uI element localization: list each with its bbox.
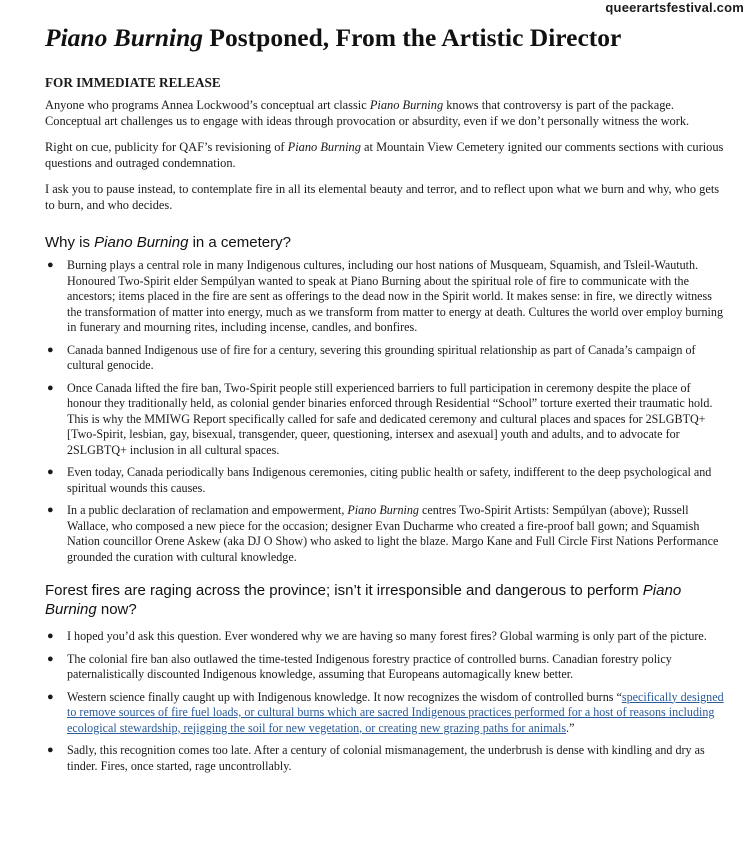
list-item-text: Once Canada lifted the fire ban, Two-Spirit people still experienced barriers to full participation in ceremony despite the place of honour they traditionally held, as colonial gender binaries enforced through Residential “School” torture exerted their traumatic hold. This is why the MMIWG Report specifically called for safe and dedicated ceremony and cultural places and spaces for 2SLGBTQ+ [Two-Spirit, lesbian, gay, bisexual, transgender, queer, questioning, intersex and asexual] youth and adults, and to advocate for 2SLGBTQ+ inclusion in all cultural spaces. — [67, 380, 713, 457]
heading-italic: Piano Burning — [94, 234, 189, 251]
bullet-icon: ● — [47, 744, 54, 756]
intro-text: I ask you to pause instead, to contemplate fire in all its elemental beauty and terror, and to reflect upon what we burn and why, who gets to burn, and who decides. — [45, 182, 720, 212]
list-item-text: Sadly, this recognition comes too late. After a century of colonial mismanagement, the underbrush is dense with kindling and dry as tinder. Fires, once started, rage uncontrollably. — [67, 743, 705, 773]
title-rest: Postponed, From the Artistic Director — [203, 23, 622, 52]
list-item-text: I hoped you’d ask this question. Ever wondered why we are having so many forest fires? Global warming is only part of the picture. — [67, 629, 707, 643]
list-item — [45, 652, 725, 683]
list-item-italic: Piano Burning — [347, 503, 419, 517]
bullet-icon: ● — [47, 630, 54, 642]
heading-text: in a cemetery? — [188, 234, 291, 251]
intro-paragraph-2 — [45, 139, 725, 171]
list-item — [45, 258, 725, 336]
title-italic: Piano Burning — [45, 23, 204, 52]
heading-text: now? — [96, 601, 137, 618]
intro-text: Right on cue, publicity for QAF’s revisioning of — [45, 140, 288, 154]
bullet-icon: ● — [47, 259, 54, 271]
site-watermark: queerartsfestival.com — [605, 0, 744, 15]
list-item-text: Even today, Canada periodically bans Indigenous ceremonies, citing public health or safety, indifferent to the deep psychological and spiritual wounds this causes. — [67, 465, 712, 495]
list-item — [45, 381, 725, 459]
heading-text: Forest fires are raging across the province; isn’t it irresponsible and dangerous to perform — [45, 582, 643, 599]
cemetery-bullet-list — [45, 258, 725, 565]
page-title — [45, 22, 725, 54]
intro-paragraph-3 — [45, 181, 725, 213]
intro-text: at Mountain View Cemetery ignited our comments sections with curious questions and outraged condemnation. — [45, 140, 724, 170]
list-item — [45, 503, 725, 565]
intro-italic: Piano Burning — [369, 98, 444, 112]
list-item-text: .” — [566, 720, 575, 735]
bullet-icon: ● — [47, 381, 54, 394]
bullet-icon: ● — [47, 504, 54, 516]
intro-text: Anyone who programs Annea Lockwood’s conceptual art classic — [45, 98, 370, 112]
list-item — [45, 465, 725, 496]
list-item-text: The colonial fire ban also outlawed the time-tested Indigenous forestry practice of controlled burns. Canadian forestry policy paternalistically discounted Indigenous knowledge, assuming that Europeans automagically knew better. — [67, 651, 672, 681]
controlled-burns-link[interactable]: specifically designed to remove sources of fire fuel loads, or cultural burns which are sacred Indigenous practices performed for a host of reasons including ecological stewardship, rejigging the soil for new vegetation, or creating new grazing paths for animals — [67, 689, 724, 735]
list-item — [45, 690, 725, 737]
list-item — [45, 743, 725, 774]
heading-italic: Piano Burning — [45, 582, 682, 618]
heading-text: Why is — [45, 234, 95, 251]
section-heading-cemetery — [45, 233, 725, 252]
release-label: FOR IMMEDIATE RELEASE — [45, 75, 221, 90]
list-item-text: In a public declaration of reclamation and empowerment, — [67, 503, 348, 517]
list-item — [45, 343, 725, 374]
section-heading-forest-fires — [45, 581, 725, 619]
list-item — [45, 629, 725, 645]
intro-paragraph-1 — [45, 97, 725, 129]
list-item-text: Western science finally caught up with Indigenous knowledge. It now recognizes the wisdom of controlled burns “ — [67, 689, 622, 704]
bullet-icon: ● — [47, 466, 54, 478]
bullet-icon: ● — [47, 652, 54, 665]
forest-fires-bullet-list — [45, 629, 725, 774]
bullet-icon: ● — [47, 690, 54, 703]
bullet-icon: ● — [47, 343, 54, 356]
list-item-text: centres Two-Spirit Artists: Sempúlyan (above); Russell Wallace, who composed a new piece for the occasion; designer Evan Ducharme who created a fire-proof ball gown; and Squamish Nation councillor Orene Askew (aka DJ O Show) who asked to light the blaze. Margo Kane and Full Circle First Nations Performance grounded the curation with cultural knowledge. — [67, 503, 719, 564]
press-release — [45, 22, 725, 781]
list-item-text: Burning plays a central role in many Indigenous cultures, including our host nations of Musqueam, Squamish, and Tsleil-Waututh. Honoured Two-Spirit elder Sempúlyan wanted to speak at Piano Burning about the spiritual role of fire to communicate with the ancestors; items placed in the fire are sent as offerings to the dead now in the Spirit world. It makes sense: in fire, we directly witness the transformation of matter into energy, much as we transform from matter to energy at death. Cultures the world over employ burning in funerary and mourning rites, including incense, candles, and bonfires. — [67, 258, 724, 334]
list-item-text: Canada banned Indigenous use of fire for a century, severing this grounding spiritual relationship as part of Canada’s campaign of cultural genocide. — [67, 342, 696, 372]
intro-italic: Piano Burning — [287, 140, 361, 154]
intro-text: knows that controversy is part of the package. Conceptual art challenges us to engage with ideas through provocation or absurdity, even if we don’t personally witness the work. — [45, 98, 690, 128]
